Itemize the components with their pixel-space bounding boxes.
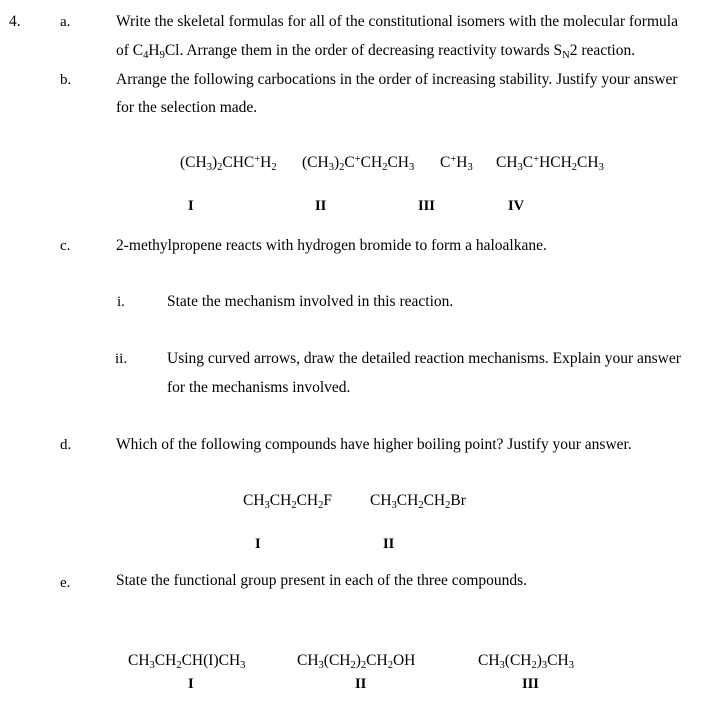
- part-c-i-label: i.: [117, 294, 125, 310]
- carbocation-I-label: I: [188, 198, 194, 214]
- compound-e-II-label: II: [355, 676, 367, 692]
- part-a-label: a.: [60, 14, 71, 30]
- carbocation-II-label: II: [315, 198, 327, 214]
- part-a-line2: of $C_4H_9Cl$. Arrange them in the order of decreasing reactivity towards $S_N2$ reaction.: [116, 42, 636, 61]
- compound-d-II-label: II: [383, 536, 395, 552]
- compound-d-I-label: I: [255, 536, 261, 552]
- compound-d-II-formula: $CH_3CH_2CH_2Br$: [370, 492, 466, 511]
- part-c-label: c.: [60, 238, 71, 254]
- compound-e-III-formula: $CH_3(CH_2)_3CH_3$: [478, 652, 574, 671]
- part-c-text: 2-methylpropene reacts with hydrogen bromide to form a haloalkane.: [116, 237, 547, 254]
- part-e-label: e.: [60, 575, 71, 591]
- question-number: 4.: [9, 13, 21, 30]
- compound-e-I-formula: $CH_3CH_2CH(I)CH_3$: [128, 652, 246, 671]
- part-c-i-text: State the mechanism involved in this reaction.: [167, 293, 454, 310]
- carbocation-I-formula: $(CH_3)_2CHC^+H_2$: [180, 154, 277, 173]
- part-b-line2: for the selection made.: [116, 99, 258, 116]
- compound-e-II-formula: $CH_3(CH_2)_2CH_2OH$: [297, 652, 416, 671]
- part-c-ii-line1: Using curved arrows, draw the detailed reaction mechanisms. Explain your answer: [167, 350, 681, 367]
- part-d-label: d.: [60, 437, 72, 453]
- carbocation-III-label: III: [418, 198, 435, 214]
- part-d-text: Which of the following compounds have higher boiling point? Justify your answer.: [116, 436, 632, 453]
- carbocation-IV-formula: $CH_3C^+HCH_2CH_3$: [496, 154, 604, 173]
- part-c-ii-line2: for the mechanisms involved.: [167, 379, 351, 396]
- part-e-text: State the functional group present in each of the three compounds.: [116, 572, 528, 589]
- carbocation-II-formula: $(CH_3)_2C^+CH_2CH_3$: [302, 154, 415, 173]
- carbocation-III-formula: $C^+H_3$: [440, 154, 473, 173]
- compound-d-I-formula: $CH_3CH_2CH_2F$: [243, 492, 333, 511]
- carbocation-IV-label: IV: [508, 198, 525, 214]
- compound-e-III-label: III: [522, 676, 539, 692]
- part-a-line1: Write the skeletal formulas for all of the constitutional isomers with the molecular formula: [116, 13, 678, 30]
- part-b-label: b.: [60, 72, 72, 88]
- compound-e-I-label: I: [188, 676, 194, 692]
- part-b-line1: Arrange the following carbocations in the order of increasing stability. Justify your answer: [116, 71, 678, 88]
- part-c-ii-label: ii.: [115, 351, 128, 367]
